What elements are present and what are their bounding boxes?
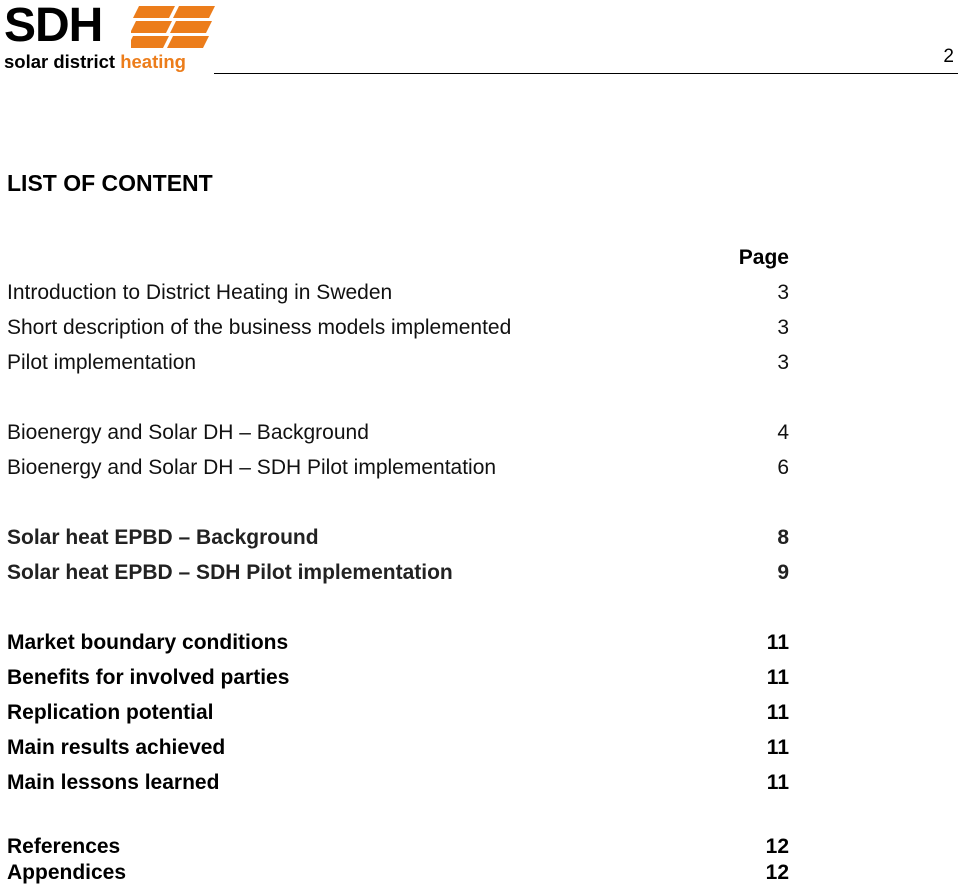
sdh-logo [4,0,214,72]
toc-entry-label: Bioenergy and Solar DH – Background [7,421,369,444]
toc-entry-label: Pilot implementation [7,351,197,374]
toc-entry[interactable] [7,559,789,587]
toc-entry-page: 3 [777,351,789,374]
toc-entry-page: 9 [777,561,789,584]
toc-entry-page: 11 [766,631,789,654]
toc-entry-label: Solar heat EPBD – Background [7,526,319,549]
toc-entry[interactable] [7,859,789,887]
toc-entry[interactable] [7,664,789,692]
toc-page-column-header: Page [738,246,789,269]
toc-entry[interactable] [7,699,789,727]
toc-entry-page: 4 [777,421,789,444]
toc-entry-label: Bioenergy and Solar DH – SDH Pilot implementation [7,456,497,479]
toc-entry[interactable] [7,629,789,657]
logo-bars-icon [131,6,215,48]
page-title: LIST OF CONTENT [7,170,213,196]
toc-entry[interactable] [7,833,789,861]
toc-entry-page: 6 [777,456,789,479]
toc-entry-label: Solar heat EPBD – SDH Pilot implementation [7,561,453,584]
toc-entry-page: 11 [766,736,789,759]
toc-entry[interactable] [7,769,789,797]
toc-entry-page: 11 [766,771,789,794]
toc-entry[interactable] [7,454,789,482]
toc-entry-label: Benefits for involved parties [7,666,290,689]
toc-entry-page: 12 [765,861,789,884]
toc-entry-label: Market boundary conditions [7,631,289,654]
toc-entry-page: 8 [777,526,789,549]
logo-wordmark: SDH [4,0,103,52]
header-divider [214,73,958,74]
logo-tagline-part2: heating [120,51,186,72]
toc-entry-page: 11 [766,701,789,724]
toc-entry-label: References [7,835,121,858]
toc-entry[interactable] [7,349,789,377]
toc-entry-page: 3 [777,316,789,339]
toc-entry[interactable] [7,279,789,307]
toc-entry-label: Short description of the business models implemented [7,316,512,339]
toc-entry-label: Main results achieved [7,736,226,759]
toc-entry-page: 12 [765,835,789,858]
logo-tagline-part1: solar district [4,51,116,72]
toc-entry[interactable] [7,524,789,552]
toc-entry-label: Main lessons learned [7,771,220,794]
toc-entry[interactable] [7,419,789,447]
logo-tagline [4,51,186,73]
toc-entry-page: 11 [766,666,789,689]
toc-entry-label: Introduction to District Heating in Sweden [7,281,393,304]
toc-entry-label: Appendices [7,861,127,884]
page-number: 2 [943,46,954,67]
toc-entry-page: 3 [777,281,789,304]
toc-entry-label: Replication potential [7,701,214,724]
toc-entry[interactable] [7,314,789,342]
toc-entry[interactable] [7,734,789,762]
